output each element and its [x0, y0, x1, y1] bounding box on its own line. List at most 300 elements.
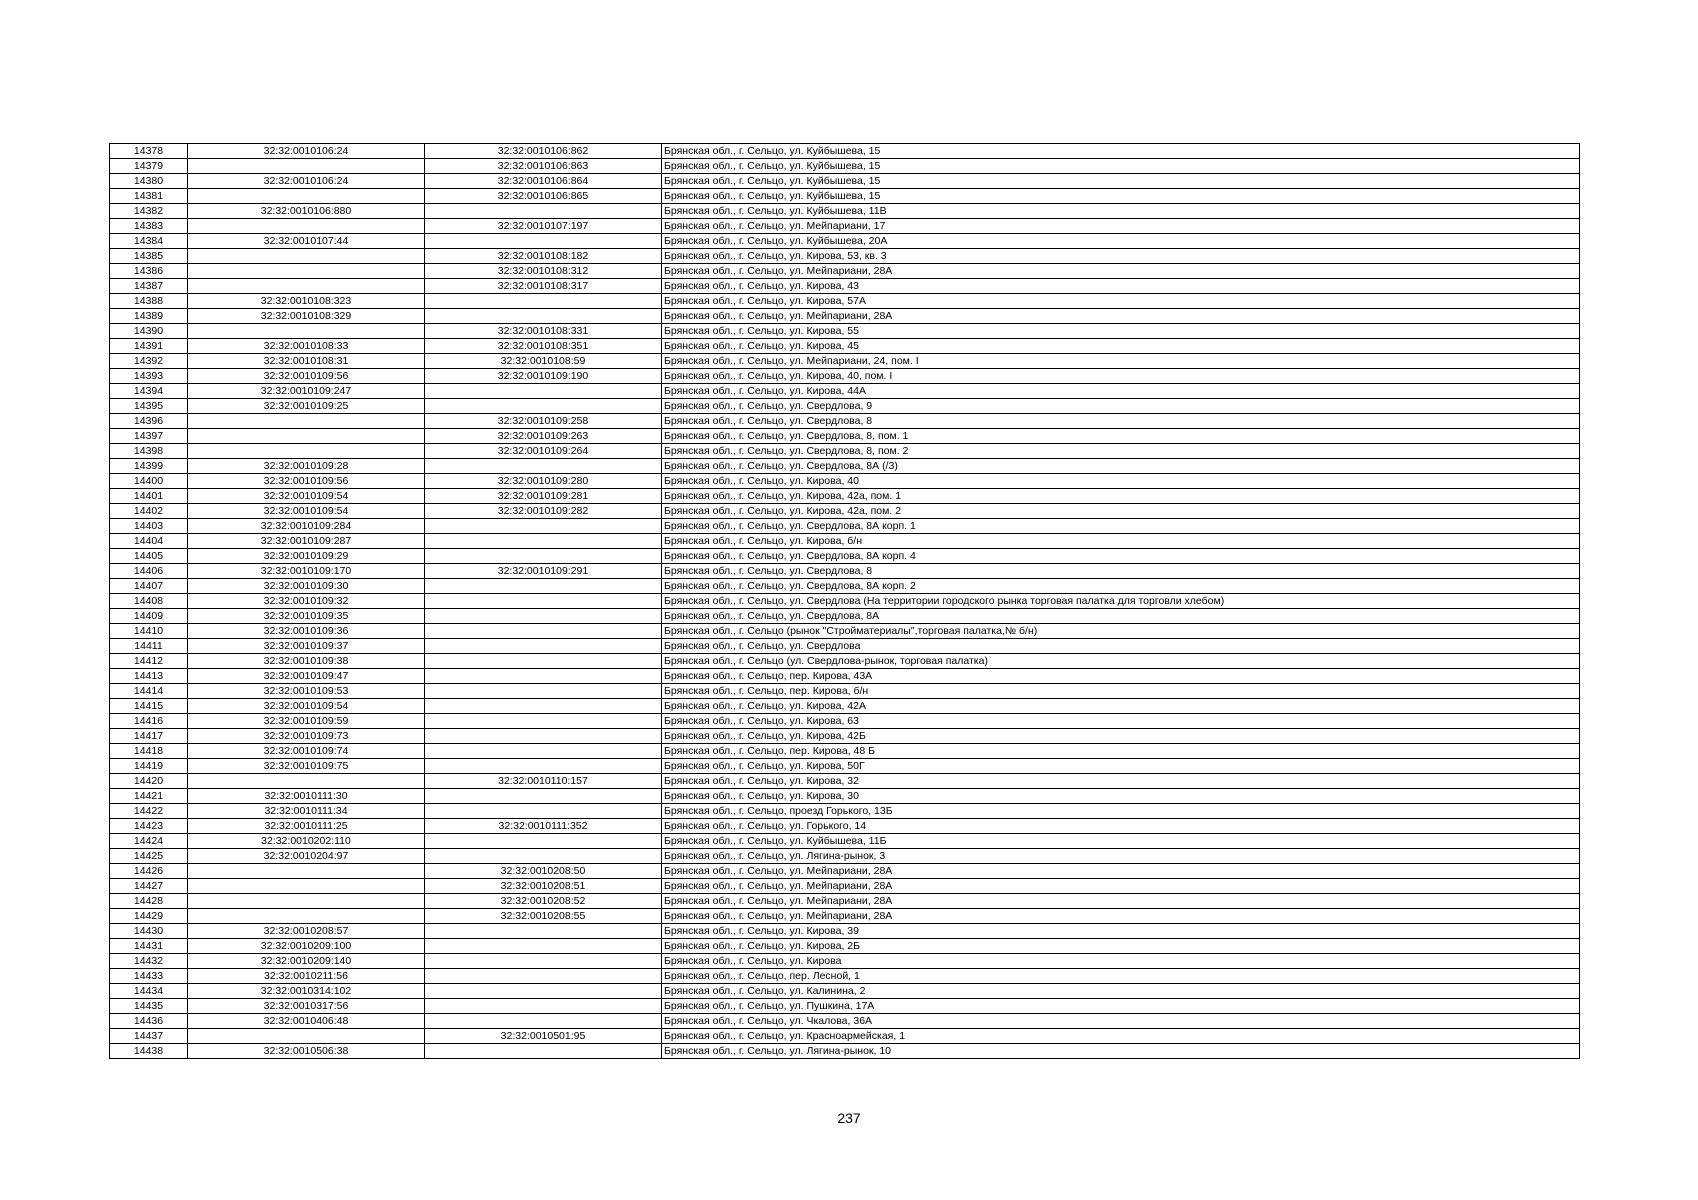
building-cadastral-number-cell: 32:32:0010109:264 — [425, 444, 662, 459]
building-cadastral-number-cell: 32:32:0010501:95 — [425, 1029, 662, 1044]
land-cadastral-number-cell: 32:32:0010111:30 — [188, 789, 425, 804]
row-number-cell: 14404 — [110, 534, 188, 549]
building-cadastral-number-cell — [425, 459, 662, 474]
table-row — [110, 549, 1580, 564]
address-cell: Брянская обл., г. Сельцо, ул. Мейпариани, 24, пом. I — [662, 354, 1580, 369]
table-row — [110, 849, 1580, 864]
table-row — [110, 699, 1580, 714]
building-cadastral-number-cell — [425, 984, 662, 999]
table-row — [110, 954, 1580, 969]
address-cell: Брянская обл., г. Сельцо, ул. Мейпариани, 28А — [662, 264, 1580, 279]
address-cell: Брянская обл., г. Сельцо, ул. Кирова, 42Б — [662, 729, 1580, 744]
building-cadastral-number-cell: 32:32:0010109:190 — [425, 369, 662, 384]
land-cadastral-number-cell: 32:32:0010209:100 — [188, 939, 425, 954]
address-cell: Брянская обл., г. Сельцо, ул. Мейпариани, 28А — [662, 894, 1580, 909]
building-cadastral-number-cell: 32:32:0010109:280 — [425, 474, 662, 489]
address-cell: Брянская обл., г. Сельцо, ул. Лягина-рынок, 10 — [662, 1044, 1580, 1059]
building-cadastral-number-cell — [425, 939, 662, 954]
row-number-cell: 14431 — [110, 939, 188, 954]
land-cadastral-number-cell: 32:32:0010208:57 — [188, 924, 425, 939]
table-row — [110, 249, 1580, 264]
row-number-cell: 14396 — [110, 414, 188, 429]
row-number-cell: 14385 — [110, 249, 188, 264]
table-row — [110, 669, 1580, 684]
building-cadastral-number-cell — [425, 609, 662, 624]
address-cell: Брянская обл., г. Сельцо, ул. Горького, 14 — [662, 819, 1580, 834]
address-cell: Брянская обл., г. Сельцо, ул. Мейпариани, 28А — [662, 879, 1580, 894]
land-cadastral-number-cell: 32:32:0010109:54 — [188, 699, 425, 714]
land-cadastral-number-cell: 32:32:0010211:56 — [188, 969, 425, 984]
table-row — [110, 819, 1580, 834]
table-row — [110, 159, 1580, 174]
building-cadastral-number-cell: 32:32:0010106:862 — [425, 144, 662, 159]
table-row — [110, 804, 1580, 819]
land-cadastral-number-cell: 32:32:0010109:37 — [188, 639, 425, 654]
building-cadastral-number-cell: 32:32:0010107:197 — [425, 219, 662, 234]
address-cell: Брянская обл., г. Сельцо, ул. Свердлова — [662, 639, 1580, 654]
row-number-cell: 14403 — [110, 519, 188, 534]
row-number-cell: 14424 — [110, 834, 188, 849]
land-cadastral-number-cell — [188, 249, 425, 264]
land-cadastral-number-cell: 32:32:0010109:53 — [188, 684, 425, 699]
table-row — [110, 339, 1580, 354]
table-row — [110, 654, 1580, 669]
table-row — [110, 909, 1580, 924]
building-cadastral-number-cell — [425, 744, 662, 759]
address-cell: Брянская обл., г. Сельцо, пер. Кирова, 48 Б — [662, 744, 1580, 759]
table-row — [110, 789, 1580, 804]
row-number-cell: 14413 — [110, 669, 188, 684]
table-row — [110, 579, 1580, 594]
row-number-cell: 14388 — [110, 294, 188, 309]
land-cadastral-number-cell: 32:32:0010111:34 — [188, 804, 425, 819]
row-number-cell: 14430 — [110, 924, 188, 939]
address-cell: Брянская обл., г. Сельцо, ул. Кирова, 50Г — [662, 759, 1580, 774]
table-row — [110, 1029, 1580, 1044]
land-cadastral-number-cell — [188, 264, 425, 279]
building-cadastral-number-cell: 32:32:0010208:50 — [425, 864, 662, 879]
address-cell: Брянская обл., г. Сельцо, ул. Кирова, 30 — [662, 789, 1580, 804]
land-cadastral-number-cell: 32:32:0010109:38 — [188, 654, 425, 669]
land-cadastral-number-cell: 32:32:0010106:880 — [188, 204, 425, 219]
row-number-cell: 14387 — [110, 279, 188, 294]
row-number-cell: 14408 — [110, 594, 188, 609]
land-cadastral-number-cell: 32:32:0010108:33 — [188, 339, 425, 354]
building-cadastral-number-cell — [425, 624, 662, 639]
building-cadastral-number-cell — [425, 684, 662, 699]
land-cadastral-number-cell: 32:32:0010109:247 — [188, 384, 425, 399]
table-row — [110, 294, 1580, 309]
address-cell: Брянская обл., г. Сельцо, ул. Пушкина, 17А — [662, 999, 1580, 1014]
table-row — [110, 399, 1580, 414]
table-row — [110, 474, 1580, 489]
row-number-cell: 14427 — [110, 879, 188, 894]
land-cadastral-number-cell: 32:32:0010109:54 — [188, 489, 425, 504]
address-cell: Брянская обл., г. Сельцо, пер. Кирова, 43А — [662, 669, 1580, 684]
land-cadastral-number-cell — [188, 414, 425, 429]
building-cadastral-number-cell: 32:32:0010208:52 — [425, 894, 662, 909]
address-cell: Брянская обл., г. Сельцо, ул. Свердлова, 8, пом. 2 — [662, 444, 1580, 459]
table-row — [110, 384, 1580, 399]
building-cadastral-number-cell — [425, 999, 662, 1014]
table-row — [110, 774, 1580, 789]
row-number-cell: 14435 — [110, 999, 188, 1014]
building-cadastral-number-cell — [425, 834, 662, 849]
land-cadastral-number-cell — [188, 879, 425, 894]
table-row — [110, 279, 1580, 294]
row-number-cell: 14436 — [110, 1014, 188, 1029]
land-cadastral-number-cell: 32:32:0010109:29 — [188, 549, 425, 564]
building-cadastral-number-cell — [425, 714, 662, 729]
row-number-cell: 14394 — [110, 384, 188, 399]
table-row — [110, 879, 1580, 894]
row-number-cell: 14407 — [110, 579, 188, 594]
building-cadastral-number-cell — [425, 309, 662, 324]
building-cadastral-number-cell — [425, 954, 662, 969]
row-number-cell: 14409 — [110, 609, 188, 624]
building-cadastral-number-cell: 32:32:0010110:157 — [425, 774, 662, 789]
land-cadastral-number-cell — [188, 774, 425, 789]
building-cadastral-number-cell: 32:32:0010208:55 — [425, 909, 662, 924]
building-cadastral-number-cell: 32:32:0010109:281 — [425, 489, 662, 504]
land-cadastral-number-cell — [188, 159, 425, 174]
table-row — [110, 999, 1580, 1014]
address-cell: Брянская обл., г. Сельцо, ул. Куйбышева, 15 — [662, 189, 1580, 204]
table-row — [110, 444, 1580, 459]
row-number-cell: 14429 — [110, 909, 188, 924]
land-cadastral-number-cell — [188, 429, 425, 444]
table-row — [110, 354, 1580, 369]
table-row — [110, 924, 1580, 939]
building-cadastral-number-cell — [425, 519, 662, 534]
address-cell: Брянская обл., г. Сельцо, ул. Куйбышева, 11В — [662, 204, 1580, 219]
row-number-cell: 14437 — [110, 1029, 188, 1044]
land-cadastral-number-cell — [188, 909, 425, 924]
table-row — [110, 189, 1580, 204]
building-cadastral-number-cell — [425, 579, 662, 594]
table-row — [110, 729, 1580, 744]
land-cadastral-number-cell — [188, 1029, 425, 1044]
table-row — [110, 219, 1580, 234]
row-number-cell: 14401 — [110, 489, 188, 504]
land-cadastral-number-cell — [188, 324, 425, 339]
row-number-cell: 14434 — [110, 984, 188, 999]
table-row — [110, 624, 1580, 639]
table-row — [110, 639, 1580, 654]
address-cell: Брянская обл., г. Сельцо, ул. Кирова, 45 — [662, 339, 1580, 354]
table-row — [110, 834, 1580, 849]
row-number-cell: 14432 — [110, 954, 188, 969]
land-cadastral-number-cell: 32:32:0010108:323 — [188, 294, 425, 309]
row-number-cell: 14383 — [110, 219, 188, 234]
row-number-cell: 14397 — [110, 429, 188, 444]
table-body — [110, 144, 1580, 1059]
building-cadastral-number-cell: 32:32:0010111:352 — [425, 819, 662, 834]
address-cell: Брянская обл., г. Сельцо, ул. Свердлова, 9 — [662, 399, 1580, 414]
building-cadastral-number-cell — [425, 669, 662, 684]
address-cell: Брянская обл., г. Сельцо, ул. Кирова, 53, кв. 3 — [662, 249, 1580, 264]
address-cell: Брянская обл., г. Сельцо, ул. Кирова, 63 — [662, 714, 1580, 729]
table-row — [110, 414, 1580, 429]
building-cadastral-number-cell — [425, 1044, 662, 1059]
table-row — [110, 309, 1580, 324]
building-cadastral-number-cell: 32:32:0010106:865 — [425, 189, 662, 204]
row-number-cell: 14418 — [110, 744, 188, 759]
land-cadastral-number-cell: 32:32:0010109:28 — [188, 459, 425, 474]
row-number-cell: 14415 — [110, 699, 188, 714]
table-row — [110, 204, 1580, 219]
land-cadastral-number-cell: 32:32:0010109:54 — [188, 504, 425, 519]
address-cell: Брянская обл., г. Сельцо, ул. Куйбышева, 15 — [662, 144, 1580, 159]
building-cadastral-number-cell — [425, 804, 662, 819]
building-cadastral-number-cell — [425, 699, 662, 714]
building-cadastral-number-cell: 32:32:0010109:258 — [425, 414, 662, 429]
land-cadastral-number-cell: 32:32:0010109:36 — [188, 624, 425, 639]
address-cell: Брянская обл., г. Сельцо, ул. Кирова, 43 — [662, 279, 1580, 294]
page-number: 237 — [837, 1110, 861, 1126]
building-cadastral-number-cell: 32:32:0010208:51 — [425, 879, 662, 894]
land-cadastral-number-cell: 32:32:0010109:170 — [188, 564, 425, 579]
table-row — [110, 564, 1580, 579]
building-cadastral-number-cell — [425, 759, 662, 774]
address-cell: Брянская обл., г. Сельцо, ул. Кирова, 57А — [662, 294, 1580, 309]
address-cell: Брянская обл., г. Сельцо, ул. Лягина-рынок, 3 — [662, 849, 1580, 864]
row-number-cell: 14399 — [110, 459, 188, 474]
building-cadastral-number-cell — [425, 789, 662, 804]
address-cell: Брянская обл., г. Сельцо, ул. Куйбышева, 20А — [662, 234, 1580, 249]
building-cadastral-number-cell — [425, 639, 662, 654]
table-row — [110, 744, 1580, 759]
table-row — [110, 759, 1580, 774]
land-cadastral-number-cell: 32:32:0010202:110 — [188, 834, 425, 849]
address-cell: Брянская обл., г. Сельцо, ул. Свердлова (На территории городского рынка торговая палатка для торговли хлебом) — [662, 594, 1580, 609]
row-number-cell: 14438 — [110, 1044, 188, 1059]
land-cadastral-number-cell: 32:32:0010109:284 — [188, 519, 425, 534]
row-number-cell: 14420 — [110, 774, 188, 789]
address-cell: Брянская обл., г. Сельцо, ул. Кирова, 44А — [662, 384, 1580, 399]
building-cadastral-number-cell — [425, 549, 662, 564]
building-cadastral-number-cell — [425, 594, 662, 609]
address-cell: Брянская обл., г. Сельцо (рынок "Стройматериалы",торговая палатка,№ б/н) — [662, 624, 1580, 639]
address-cell: Брянская обл., г. Сельцо, ул. Мейпариани, 28А — [662, 909, 1580, 924]
row-number-cell: 14381 — [110, 189, 188, 204]
address-cell: Брянская обл., г. Сельцо, ул. Кирова, 42а, пом. 1 — [662, 489, 1580, 504]
address-cell: Брянская обл., г. Сельцо (ул. Свердлова-рынок, торговая палатка) — [662, 654, 1580, 669]
address-cell: Брянская обл., г. Сельцо, ул. Мейпариани, 17 — [662, 219, 1580, 234]
table-row — [110, 714, 1580, 729]
address-cell: Брянская обл., г. Сельцо, ул. Свердлова, 8 — [662, 414, 1580, 429]
land-cadastral-number-cell: 32:32:0010109:30 — [188, 579, 425, 594]
land-cadastral-number-cell: 32:32:0010209:140 — [188, 954, 425, 969]
address-cell: Брянская обл., г. Сельцо, ул. Кирова, 42а, пом. 2 — [662, 504, 1580, 519]
row-number-cell: 14423 — [110, 819, 188, 834]
row-number-cell: 14421 — [110, 789, 188, 804]
land-cadastral-number-cell: 32:32:0010109:74 — [188, 744, 425, 759]
building-cadastral-number-cell: 32:32:0010108:351 — [425, 339, 662, 354]
building-cadastral-number-cell: 32:32:0010108:312 — [425, 264, 662, 279]
table-row — [110, 939, 1580, 954]
address-cell: Брянская обл., г. Сельцо, ул. Куйбышева, 15 — [662, 174, 1580, 189]
table-row — [110, 324, 1580, 339]
building-cadastral-number-cell: 32:32:0010106:863 — [425, 159, 662, 174]
land-cadastral-number-cell: 32:32:0010111:25 — [188, 819, 425, 834]
row-number-cell: 14419 — [110, 759, 188, 774]
table-row — [110, 264, 1580, 279]
row-number-cell: 14428 — [110, 894, 188, 909]
row-number-cell: 14411 — [110, 639, 188, 654]
address-cell: Брянская обл., г. Сельцо, ул. Кирова, 32 — [662, 774, 1580, 789]
building-cadastral-number-cell: 32:32:0010108:59 — [425, 354, 662, 369]
land-cadastral-number-cell — [188, 279, 425, 294]
row-number-cell: 14405 — [110, 549, 188, 564]
address-cell: Брянская обл., г. Сельцо, ул. Мейпариани, 28А — [662, 864, 1580, 879]
row-number-cell: 14390 — [110, 324, 188, 339]
address-cell: Брянская обл., г. Сельцо, ул. Кирова, 42А — [662, 699, 1580, 714]
land-cadastral-number-cell: 32:32:0010108:329 — [188, 309, 425, 324]
land-cadastral-number-cell: 32:32:0010106:24 — [188, 144, 425, 159]
row-number-cell: 14382 — [110, 204, 188, 219]
table-row — [110, 594, 1580, 609]
address-cell: Брянская обл., г. Сельцо, ул. Кирова, б/н — [662, 534, 1580, 549]
table-row — [110, 504, 1580, 519]
address-cell: Брянская обл., г. Сельцо, ул. Кирова, 39 — [662, 924, 1580, 939]
land-cadastral-number-cell — [188, 864, 425, 879]
address-cell: Брянская обл., г. Сельцо, проезд Горького, 13Б — [662, 804, 1580, 819]
building-cadastral-number-cell — [425, 234, 662, 249]
land-cadastral-number-cell: 32:32:0010109:73 — [188, 729, 425, 744]
land-cadastral-number-cell: 32:32:0010107:44 — [188, 234, 425, 249]
land-cadastral-number-cell — [188, 444, 425, 459]
row-number-cell: 14417 — [110, 729, 188, 744]
address-cell: Брянская обл., г. Сельцо, ул. Кирова, 40 — [662, 474, 1580, 489]
table-row — [110, 489, 1580, 504]
address-cell: Брянская обл., г. Сельцо, ул. Свердлова, 8А корп. 2 — [662, 579, 1580, 594]
row-number-cell: 14406 — [110, 564, 188, 579]
row-number-cell: 14433 — [110, 969, 188, 984]
address-cell: Брянская обл., г. Сельцо, ул. Куйбышева, 11Б — [662, 834, 1580, 849]
building-cadastral-number-cell: 32:32:0010108:317 — [425, 279, 662, 294]
row-number-cell: 14426 — [110, 864, 188, 879]
land-cadastral-number-cell: 32:32:0010109:59 — [188, 714, 425, 729]
property-register-table — [109, 143, 1580, 1059]
table-row — [110, 894, 1580, 909]
table-row — [110, 534, 1580, 549]
land-cadastral-number-cell — [188, 189, 425, 204]
row-number-cell: 14392 — [110, 354, 188, 369]
table-row — [110, 864, 1580, 879]
address-cell: Брянская обл., г. Сельцо, ул. Кирова, 55 — [662, 324, 1580, 339]
table-row — [110, 609, 1580, 624]
land-cadastral-number-cell — [188, 219, 425, 234]
address-cell: Брянская обл., г. Сельцо, ул. Свердлова, 8А (/3) — [662, 459, 1580, 474]
address-cell: Брянская обл., г. Сельцо, ул. Свердлова, 8А корп. 4 — [662, 549, 1580, 564]
table-row — [110, 429, 1580, 444]
row-number-cell: 14395 — [110, 399, 188, 414]
land-cadastral-number-cell: 32:32:0010506:38 — [188, 1044, 425, 1059]
row-number-cell: 14410 — [110, 624, 188, 639]
table-row — [110, 369, 1580, 384]
address-cell: Брянская обл., г. Сельцо, ул. Свердлова, 8, пом. 1 — [662, 429, 1580, 444]
table-row — [110, 174, 1580, 189]
building-cadastral-number-cell — [425, 384, 662, 399]
building-cadastral-number-cell — [425, 924, 662, 939]
address-cell: Брянская обл., г. Сельцо, ул. Красноармейская, 1 — [662, 1029, 1580, 1044]
building-cadastral-number-cell: 32:32:0010106:864 — [425, 174, 662, 189]
address-cell: Брянская обл., г. Сельцо, ул. Свердлова, 8 — [662, 564, 1580, 579]
land-cadastral-number-cell: 32:32:0010109:35 — [188, 609, 425, 624]
row-number-cell: 14379 — [110, 159, 188, 174]
row-number-cell: 14422 — [110, 804, 188, 819]
row-number-cell: 14391 — [110, 339, 188, 354]
address-cell: Брянская обл., г. Сельцо, ул. Свердлова, 8А корп. 1 — [662, 519, 1580, 534]
land-cadastral-number-cell: 32:32:0010109:25 — [188, 399, 425, 414]
land-cadastral-number-cell: 32:32:0010109:75 — [188, 759, 425, 774]
address-cell: Брянская обл., г. Сельцо, пер. Лесной, 1 — [662, 969, 1580, 984]
land-cadastral-number-cell: 32:32:0010109:32 — [188, 594, 425, 609]
table-row — [110, 1044, 1580, 1059]
land-cadastral-number-cell: 32:32:0010317:56 — [188, 999, 425, 1014]
address-cell: Брянская обл., г. Сельцо, ул. Кирова, 2Б — [662, 939, 1580, 954]
building-cadastral-number-cell — [425, 399, 662, 414]
table-row — [110, 234, 1580, 249]
table-row — [110, 1014, 1580, 1029]
building-cadastral-number-cell: 32:32:0010109:263 — [425, 429, 662, 444]
table-row — [110, 519, 1580, 534]
table-row — [110, 684, 1580, 699]
table-row — [110, 984, 1580, 999]
land-cadastral-number-cell: 32:32:0010109:56 — [188, 369, 425, 384]
land-cadastral-number-cell: 32:32:0010406:48 — [188, 1014, 425, 1029]
land-cadastral-number-cell: 32:32:0010109:56 — [188, 474, 425, 489]
land-cadastral-number-cell: 32:32:0010109:287 — [188, 534, 425, 549]
row-number-cell: 14414 — [110, 684, 188, 699]
land-cadastral-number-cell: 32:32:0010108:31 — [188, 354, 425, 369]
row-number-cell: 14393 — [110, 369, 188, 384]
row-number-cell: 14386 — [110, 264, 188, 279]
address-cell: Брянская обл., г. Сельцо, ул. Куйбышева, 15 — [662, 159, 1580, 174]
table-row — [110, 969, 1580, 984]
address-cell: Брянская обл., г. Сельцо, ул. Свердлова, 8А — [662, 609, 1580, 624]
building-cadastral-number-cell: 32:32:0010109:291 — [425, 564, 662, 579]
land-cadastral-number-cell: 32:32:0010314:102 — [188, 984, 425, 999]
table-row — [110, 459, 1580, 474]
row-number-cell: 14378 — [110, 144, 188, 159]
building-cadastral-number-cell: 32:32:0010109:282 — [425, 504, 662, 519]
table-row — [110, 144, 1580, 159]
row-number-cell: 14400 — [110, 474, 188, 489]
address-cell: Брянская обл., г. Сельцо, ул. Мейпариани, 28А — [662, 309, 1580, 324]
building-cadastral-number-cell: 32:32:0010108:182 — [425, 249, 662, 264]
land-cadastral-number-cell: 32:32:0010106:24 — [188, 174, 425, 189]
address-cell: Брянская обл., г. Сельцо, ул. Калинина, 2 — [662, 984, 1580, 999]
address-cell: Брянская обл., г. Сельцо, пер. Кирова, б/н — [662, 684, 1580, 699]
row-number-cell: 14412 — [110, 654, 188, 669]
building-cadastral-number-cell: 32:32:0010108:331 — [425, 324, 662, 339]
row-number-cell: 14425 — [110, 849, 188, 864]
row-number-cell: 14380 — [110, 174, 188, 189]
row-number-cell: 14416 — [110, 714, 188, 729]
building-cadastral-number-cell — [425, 204, 662, 219]
building-cadastral-number-cell — [425, 534, 662, 549]
building-cadastral-number-cell — [425, 849, 662, 864]
land-cadastral-number-cell — [188, 894, 425, 909]
building-cadastral-number-cell — [425, 654, 662, 669]
row-number-cell: 14398 — [110, 444, 188, 459]
building-cadastral-number-cell — [425, 729, 662, 744]
row-number-cell: 14402 — [110, 504, 188, 519]
building-cadastral-number-cell — [425, 294, 662, 309]
address-cell: Брянская обл., г. Сельцо, ул. Кирова — [662, 954, 1580, 969]
